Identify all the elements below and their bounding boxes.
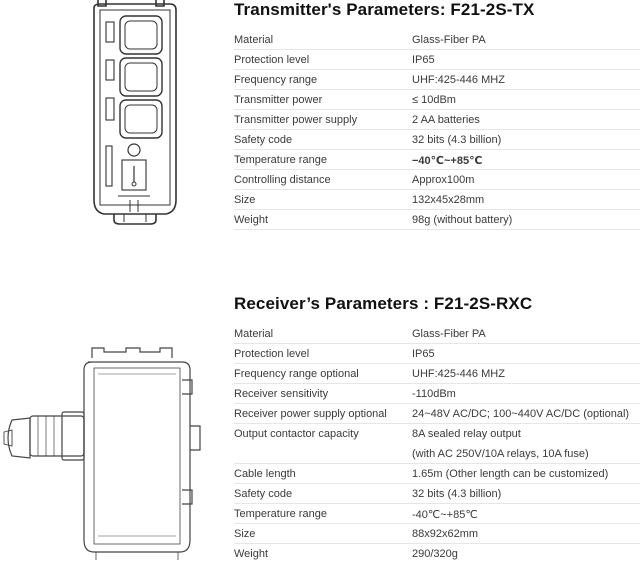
table-row <box>234 170 640 190</box>
table-row <box>234 110 640 130</box>
receiver-section-title: Receiver’s Parameters : F21-2S-RXC <box>234 294 533 313</box>
param-label: Frequency range <box>234 74 318 86</box>
param-label: Receiver sensitivity <box>234 388 329 400</box>
transmitter-parameters-table <box>234 30 640 230</box>
table-row <box>234 190 640 210</box>
param-label: Weight <box>234 548 269 560</box>
table-row <box>234 210 640 230</box>
table-row <box>234 524 640 544</box>
param-label: Temperature range <box>234 154 327 166</box>
table-row <box>234 484 640 504</box>
param-label: Safety code <box>234 488 293 500</box>
param-value: 290/320g <box>412 548 458 560</box>
param-value: 32 bits (4.3 billion) <box>412 488 502 500</box>
param-value: Approx100m <box>412 174 475 186</box>
param-label: Controlling distance <box>234 174 331 186</box>
param-label: Output contactor capacity <box>234 428 359 440</box>
param-label: Cable length <box>234 468 296 480</box>
receiver-parameters-table <box>234 324 640 561</box>
param-value: 1.65m (Other length can be customized) <box>412 468 609 480</box>
param-value: Glass-Fiber PA <box>412 328 486 340</box>
table-row <box>234 424 640 444</box>
param-value: IP65 <box>412 348 435 360</box>
transmitter-device-illustration <box>90 0 182 225</box>
receiver-device-illustration <box>0 340 215 561</box>
param-value: -40℃~+85℃ <box>412 509 478 521</box>
param-value: 32 bits (4.3 billion) <box>412 134 502 146</box>
param-value: IP65 <box>412 54 435 66</box>
table-row <box>234 544 640 561</box>
param-label: Weight <box>234 214 269 226</box>
param-value: -110dBm <box>412 388 456 400</box>
table-row <box>234 324 640 344</box>
param-value: 132x45x28mm <box>412 194 485 206</box>
table-row <box>234 504 640 524</box>
table-row <box>234 384 640 404</box>
param-label: Frequency range optional <box>234 368 359 380</box>
table-row <box>234 70 640 90</box>
param-value: −40℃~+85℃ <box>412 155 483 167</box>
transmitter-section-title: Transmitter's Parameters: F21-2S-TX <box>234 0 535 19</box>
param-label: Transmitter power <box>234 94 323 106</box>
table-row <box>234 464 640 484</box>
param-label: Size <box>234 194 256 206</box>
table-row <box>234 444 640 464</box>
table-row <box>234 364 640 384</box>
param-label: Material <box>234 34 274 46</box>
param-value: 88x92x62mm <box>412 528 479 540</box>
param-value: UHF:425-446 MHZ <box>412 74 505 86</box>
param-value: UHF:425-446 MHZ <box>412 368 505 380</box>
param-label: Safety code <box>234 134 293 146</box>
table-row <box>234 150 640 170</box>
param-value: 98g (without battery) <box>412 214 513 226</box>
param-label: Material <box>234 328 274 340</box>
param-label: Protection level <box>234 348 310 360</box>
table-row <box>234 344 640 364</box>
table-row <box>234 30 640 50</box>
param-label: Receiver power supply optional <box>234 408 387 420</box>
table-row <box>234 50 640 70</box>
param-label: Temperature range <box>234 508 327 520</box>
param-value: Glass-Fiber PA <box>412 34 486 46</box>
param-label: Transmitter power supply <box>234 114 358 126</box>
table-row <box>234 404 640 424</box>
param-value: 24~48V AC/DC; 100~440V AC/DC (optional) <box>412 408 630 420</box>
param-value: 8A sealed relay output <box>412 428 521 440</box>
param-label: Size <box>234 528 256 540</box>
param-label: Protection level <box>234 54 310 66</box>
param-value: ≤ 10dBm <box>412 94 456 106</box>
param-value: 2 AA batteries <box>412 114 480 126</box>
table-row <box>234 130 640 150</box>
param-value: (with AC 250V/10A relays, 10A fuse) <box>412 448 589 460</box>
table-row <box>234 90 640 110</box>
